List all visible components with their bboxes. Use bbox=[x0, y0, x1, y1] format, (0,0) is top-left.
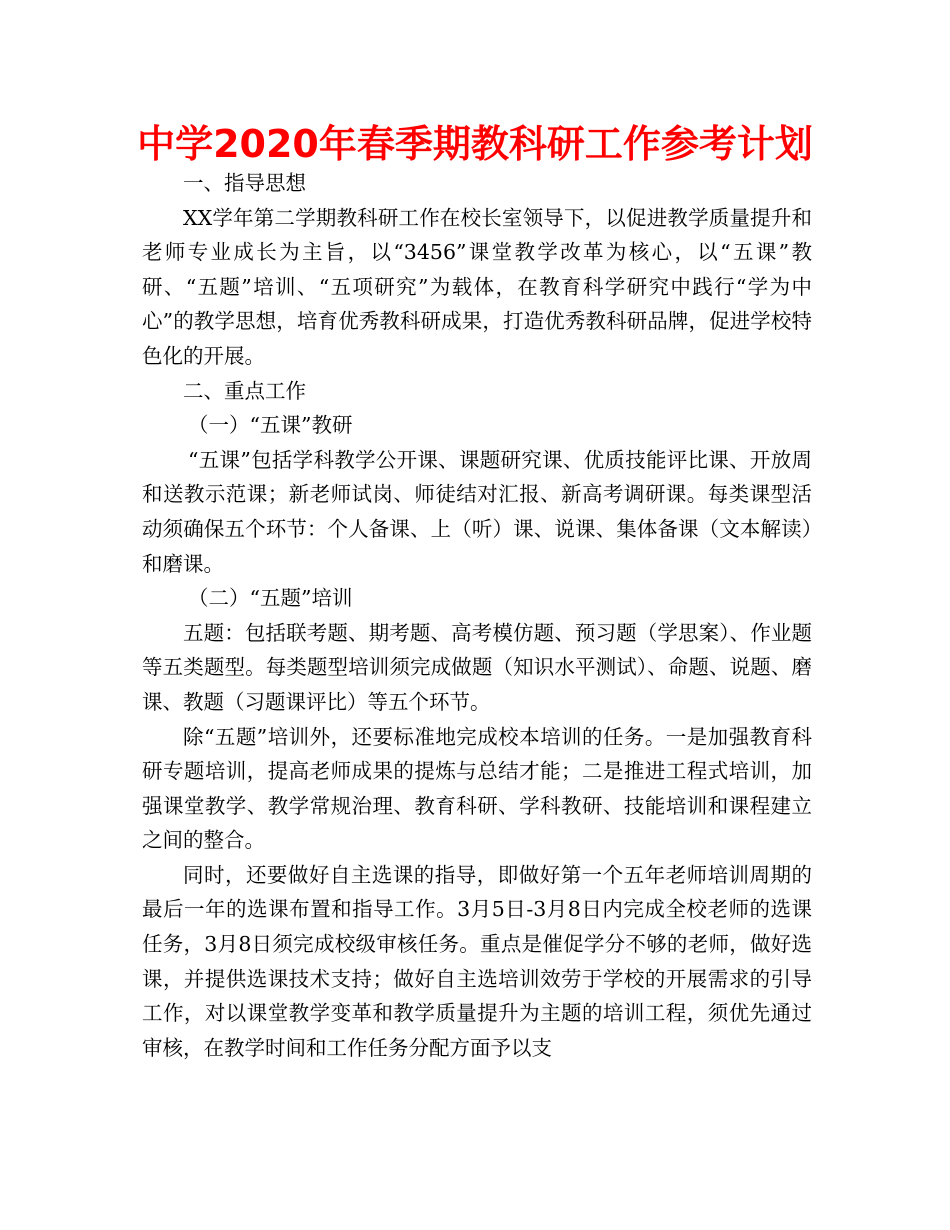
paragraph-guiding-ideology: XX学年第二学期教科研工作在校长室领导下，以促进教学质量提升和老师专业成长为主旨，以“3456”课堂教学改革为核心，以“五课”教研、“五题”培训、“五项研究”为载体，在教育科学研究中践行“学为中心”的教学思想，培育优秀教科研成果，打造优秀教科研品牌，促进学校特色化的开展。 bbox=[142, 205, 812, 368]
section-heading-key-work: 二、重点工作 bbox=[183, 378, 306, 403]
paragraph-course-selection: 同时，还要做好自主选课的指导，即做好第一个五年老师培训周期的最后一年的选课布置和指导工作。3月5日-3月8日内完成全校老师的选课任务，3月8日须完成校级审核任务。重点是催促学分不够的老师，做好选课，并提供选课技术支持；做好自主选培训效劳于学校的开展需求的引导工作，对以课堂教学变革和教学质量提升为主题的培训工程，须优先通过审核，在教学时间和工作任务分配方面予以支 bbox=[142, 862, 812, 1060]
paragraph-school-training: 除“五题”培训外，还要标准地完成校本培训的任务。一是加强教育科研专题培训，提高老师成果的提炼与总结才能；二是推进工程式培训，加强课堂教学、教学常规治理、教育科研、学科教研、技能培训和课程建立之间的整合。 bbox=[142, 724, 812, 853]
paragraph-five-questions: 五题：包括联考题、期考题、高考模仿题、预习题（学思案）、作业题等五类题型。每类题型培训须完成做题（知识水平测试）、命题、说题、磨课、教题（习题课评比）等五个环节。 bbox=[142, 620, 812, 714]
subheading-five-questions: （二）“五题”培训 bbox=[188, 586, 353, 611]
section-heading-guiding-ideology: 一、指导思想 bbox=[183, 171, 306, 195]
paragraph-five-lessons: “五课”包括学科教学公开课、课题研究课、优质技能评比课、开放周和送教示范课；新老师试岗、师徒结对汇报、新高考调研课。每类课型活动须确保五个环节：个人备课、上（听）课、说课、集体备课（文本解读）和磨课。 bbox=[142, 447, 812, 576]
document-title: 中学2020年春季期教科研工作参考计划 bbox=[137, 122, 813, 166]
subheading-five-lessons: （一）“五课”教研 bbox=[188, 413, 353, 438]
document-body bbox=[142, 166, 812, 1065]
